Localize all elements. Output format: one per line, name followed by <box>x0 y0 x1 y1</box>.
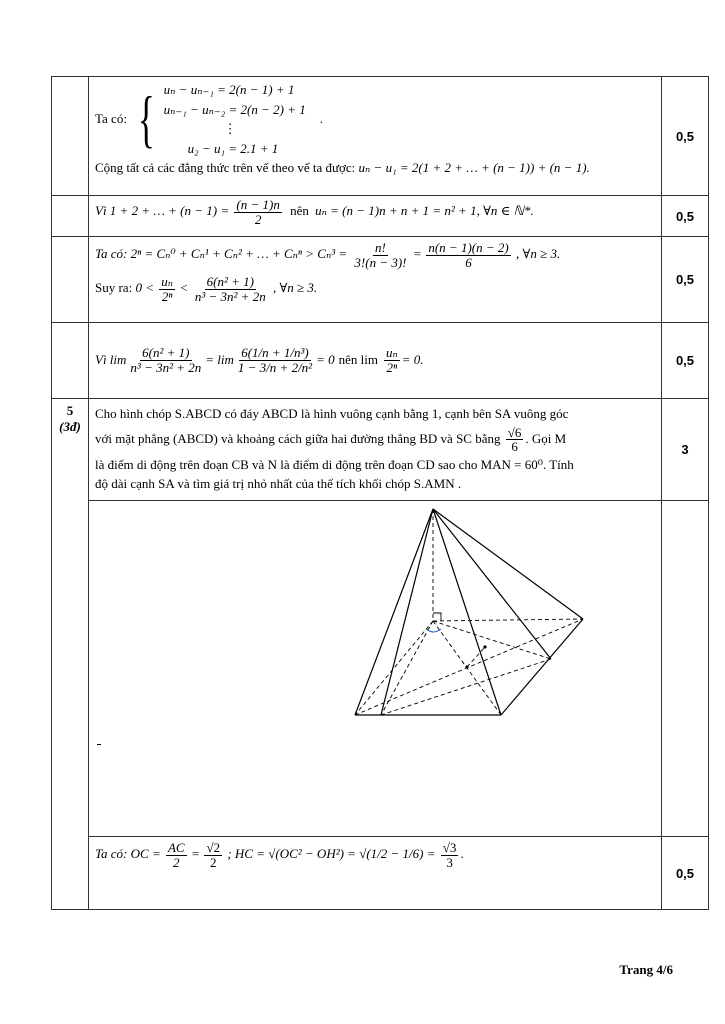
point-O <box>465 665 468 668</box>
right-angle-mark <box>433 613 441 621</box>
table-row: Ta có: { uₙ − uₙ₋₁ = 2(n − 1) + 1 uₙ₋₁ − uₙ₋₂ = 2(n − 2) + 1 ⋮ u₂ − u₁ = 2.1 + 1 . Cộng tất cả các đẳng thức trên vế theo vế ta được: uₙ − u₁ = 2(1 + 2 + … + (n − 1)) + (n − 1). 0,5 <box>52 77 709 196</box>
table-row: Vì lim $\frac{\text{6(n² + 1)}}{\text{n³ − 3n² + 2n}}$ = lim $\frac{\text{6(1/n + 1/n³)}}{\text{1 − 3/n + 2/n²}}$ = 0 nên lim $\frac{\text{uₙ}}{\text{2ⁿ}}$ = 0. 0,5 <box>52 323 709 399</box>
edge-SM <box>433 509 551 659</box>
question-points: (3đ) <box>59 419 81 434</box>
score: 0,5 <box>662 837 709 910</box>
edge-SD <box>355 509 433 715</box>
edge-CB <box>501 619 583 715</box>
solution-table <box>51 76 709 910</box>
question-number: 5 <box>66 403 74 418</box>
score: 0,5 <box>662 237 709 323</box>
equation-system: uₙ − uₙ₋₁ = 2(n − 1) + 1 uₙ₋₁ − uₙ₋₂ = 2(n − 2) + 1 ⋮ u₂ − u₁ = 2.1 + 1 <box>163 82 306 156</box>
sum-equation: uₙ − u₁ = 2(1 + 2 + … + (n − 1)) + (n − 1). <box>358 160 590 176</box>
system-brace: { <box>137 83 155 155</box>
score: 0,5 <box>662 323 709 399</box>
sum-text: Cộng tất cả các đẳng thức trên vế theo vế ta được: <box>95 160 356 176</box>
table-row: Ta có: 2ⁿ = Cₙ⁰ + Cₙ¹ + Cₙ² + … + Cₙⁿ > Cₙ³ = $\frac{n!}{3!(n - 3)!}$ = $\frac{n(n - 1)(n - 2)}{6}$ , ∀n ≥ 3. Suy ra: 0 < $\frac{\text{uₙ}}{\text{2ⁿ}}$ < $\frac{\text{6(n² + 1)}}{\text{n³ − 3n² + 2n}}$ , ∀n ≥ 3. 0,5 <box>52 237 709 323</box>
edge-SB <box>433 509 583 619</box>
table-row: Ta có: OC = $\frac{AC}{2}$ = $\frac{√2}{2}$ ; HC = √(OC² − OH²) = √(1/2 − 1/6) = $\frac{√3}{3}$ . 0,5 <box>52 837 709 910</box>
row-label: Ta có: <box>95 111 127 127</box>
score: 0,5 <box>662 77 709 196</box>
question-line: với mặt phẳng (ABCD) và khoảng cách giữa hai đường thẳng BD và SC bằng <box>95 430 501 446</box>
score: 0,5 <box>662 196 709 237</box>
edge-SC <box>433 509 501 715</box>
question-line: Cho hình chóp S.ABCD có đáy ABCD là hình vuông cạnh bằng 1, cạnh bên SA vuông góc <box>95 406 569 421</box>
page-footer: Trang 4/6 <box>619 962 673 977</box>
score: 3 <box>662 399 709 501</box>
edge-SN <box>381 509 433 715</box>
question-line: độ dài cạnh SA và tìm giá trị nhỏ nhất của thể tích khối chóp S.AMN . <box>95 475 462 491</box>
table-row: Vì 1 + 2 + … + (n − 1) = $\frac{(n - 1)n}{2}$ nên uₙ = (n − 1)n + n + 1 = n² + 1, ∀n ∈ ℕ*. 0,5 <box>52 196 709 237</box>
table-row: 5 (3đ) Cho hình chóp S.ABCD có đáy ABCD là hình vuông cạnh bằng 1, cạnh bên SA vuông góc với mặt phẳng (ABCD) và khoảng cách giữa hai đường thẳng BD và SC bằng $\frac{√6}{6}$ . Gọi M là điểm di động trên đoạn CB và N là điểm di động trên đoạn CD sao cho MAN = 60⁰. Tính độ dài cạnh SA và tìm giá trị nhỏ nhất của thể tích khối chóp S.AMN . 3 <box>52 399 709 501</box>
question-line: là điểm di động trên đoạn CB và N là điểm di động trên đoạn CD sao cho MAN = 60⁰. Tính <box>95 457 574 473</box>
pyramid-figure <box>215 501 725 729</box>
table-row <box>52 501 709 837</box>
point-H <box>483 645 486 648</box>
